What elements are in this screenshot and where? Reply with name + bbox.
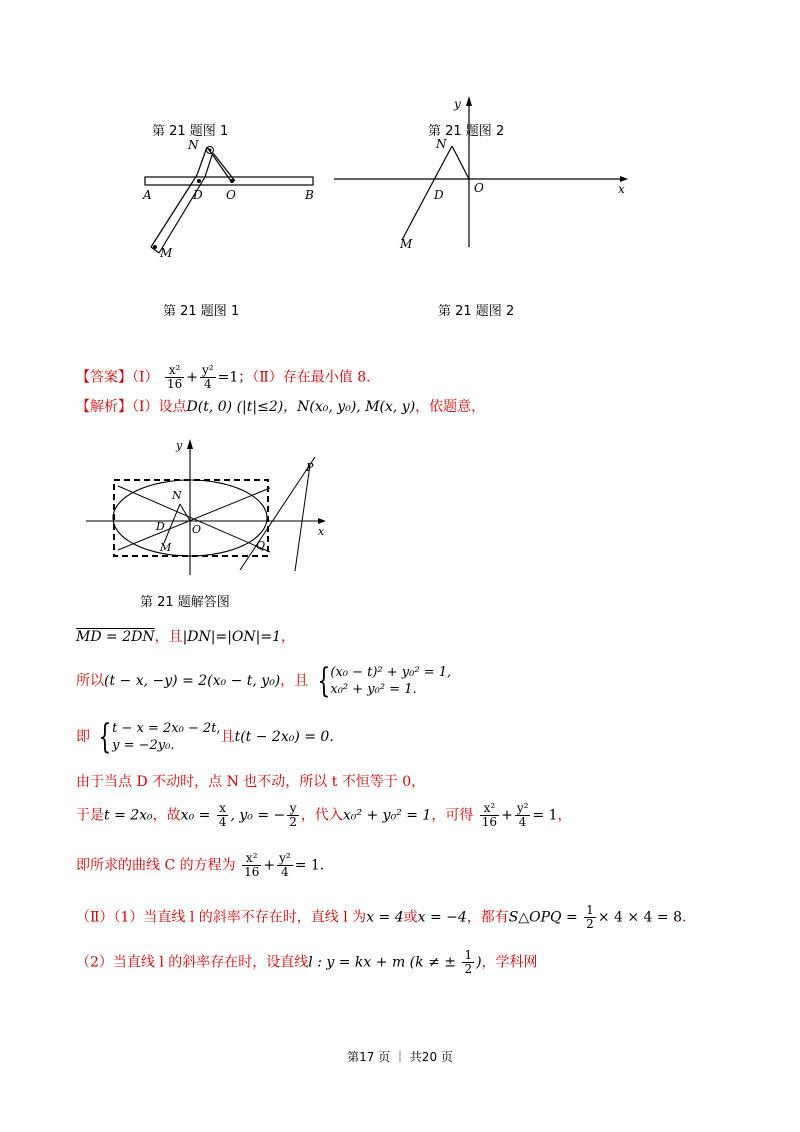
label-D: D xyxy=(156,520,165,533)
fraction-y2-4: $\frac{\text{y²}}{4}$ xyxy=(202,363,214,391)
label-M: M xyxy=(400,237,413,251)
analysis-line-8: （Ⅱ）（1）当直线 l 的斜率不存在时，直线 l 为x = 4或x = −4，都有S△OPQ = $\frac{1}{2}$ × 4 × 4 = 8. xyxy=(76,903,687,931)
pin-O xyxy=(230,179,234,183)
pin-M xyxy=(153,245,157,249)
fraction-x2-16: $\frac{\text{x²}}{16}$ xyxy=(481,801,498,829)
analysis-tag: 【解析】 xyxy=(76,399,132,415)
label-D: D xyxy=(434,188,444,202)
label-M: M xyxy=(160,541,172,554)
page-footer: 第17 页 ｜ 共20 页 xyxy=(347,1050,453,1064)
equation-system-1: (x₀ − t)² + y₀² = 1, x₀² + y₀² = 1. xyxy=(330,665,452,697)
label-O: O xyxy=(192,523,202,536)
fraction-x-4: $\frac{x}{4}$ xyxy=(218,801,227,829)
label-N: N xyxy=(172,489,182,502)
label-O: O xyxy=(226,188,236,202)
solution-diagram xyxy=(80,435,340,585)
analysis-line-6: 于是t = 2x₀，故x₀ = $\frac{x}{4}$ , y₀ = − $\frac{y}{2}$ ，代入x₀² + y₀² = 1，可得 $\frac{\text{x²}}{16}$ + $\frac{\text{y²}}{4}$ = 1， xyxy=(76,801,572,829)
fraction-x2-16: $\frac{\text{x²}}{16}$ xyxy=(166,363,183,391)
pin-D xyxy=(197,179,201,183)
label-D: D xyxy=(193,188,203,202)
analysis-line-2: MD = 2DN，且|DN|=|ON|=1， xyxy=(76,629,296,645)
answer-tag: 【答案】 xyxy=(76,369,132,386)
fig1-caption: 第 21 题图 1 xyxy=(163,304,240,319)
label-Q: Q xyxy=(256,539,266,552)
fraction-x2-16: $\frac{\text{x²}}{16}$ xyxy=(244,851,260,879)
fraction-y2-4: $\frac{\text{y²}}{4}$ xyxy=(516,801,529,829)
analysis-line-4: 即 { t − x = 2x₀ − 2t, y = −2y₀. 且t(t − 2x₀) = 0. xyxy=(76,717,334,757)
fraction-1-2: $\frac{1}{2}$ xyxy=(586,903,594,931)
axis-label-y: y xyxy=(454,97,461,111)
analysis-line-1: 【解析】（Ⅰ）设点D(t, 0) (|t|≤2)，N(x₀, y₀), M(x, y)，依题意， xyxy=(76,399,486,415)
axis-label-y: y xyxy=(176,439,183,452)
label-B: B xyxy=(305,188,314,202)
label-O: O xyxy=(474,181,484,195)
answer-line: 【答案】（Ⅰ） $\frac{\text{x²}}{16}$ + $\frac{\text{y²}}{4}$ =1；（Ⅱ）存在最小值 8. xyxy=(76,363,371,391)
fraction-1-2: $\frac{1}{2}$ xyxy=(464,948,473,976)
axis-label-x: x xyxy=(618,182,625,196)
fraction-y-2: $\frac{y}{2}$ xyxy=(289,801,297,829)
figure-2-diagram xyxy=(330,92,630,257)
analysis-line-9: （2）当直线 l 的斜率存在时，设直线l : y = kx + m (k ≠ ± $\frac{1}{2}$ )，学科网 xyxy=(76,948,538,976)
equation-system-2: t − x = 2x₀ − 2t, y = −2y₀. xyxy=(112,721,221,753)
fraction-y2-4: $\frac{\text{y²}}{4}$ xyxy=(279,851,291,879)
fig2-caption: 第 21 题图 2 xyxy=(438,304,515,319)
axis-label-x: x xyxy=(318,525,325,538)
fig3-caption: 第 21 题解答图 xyxy=(140,595,230,610)
analysis-line-7: 即所求的曲线 C 的方程为 $\frac{\text{x²}}{16}$ + $\frac{\text{y²}}{4}$ = 1. xyxy=(76,851,325,879)
label-A: A xyxy=(143,188,152,202)
label-P: P xyxy=(306,461,314,474)
fig2-title-top: 第 21 题图 2 xyxy=(428,124,505,139)
label-M: M xyxy=(160,246,173,260)
fig1-title-top: 第 21 题图 1 xyxy=(152,124,229,139)
analysis-line-5: 由于当点 D 不动时，点 N 也不动，所以 t 不恒等于 0， xyxy=(76,774,426,790)
label-N: N xyxy=(436,137,447,151)
figure-1-diagram xyxy=(135,135,325,260)
label-N: N xyxy=(188,138,199,152)
analysis-line-3: 所以(t − x, −y) = 2(x₀ − t, y₀)，且 { (x₀ − t)² + y₀² = 1, x₀² + y₀² = 1. xyxy=(76,661,452,701)
